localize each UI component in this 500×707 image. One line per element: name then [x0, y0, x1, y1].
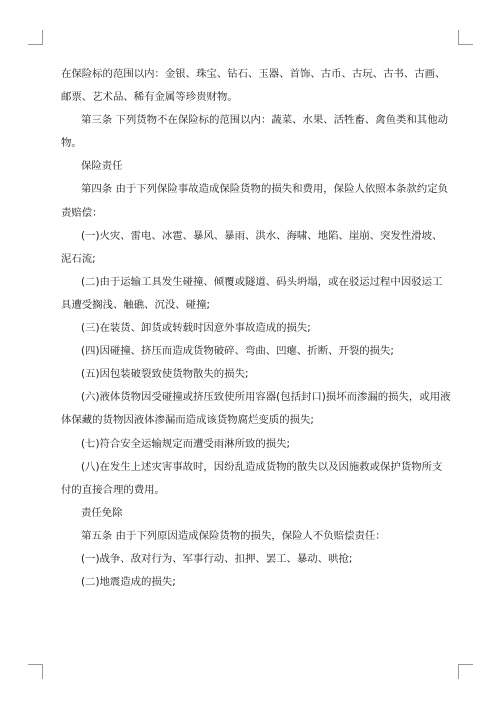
list-item-line: (一)战争、敌对行为、军事行动、扣押、罢工、暴动、哄抢; — [81, 552, 353, 565]
text-line: 付的直接合理的费用。 — [61, 483, 165, 496]
article-4-line: 第四条 由于下列保险事故造成保险货物的损失和费用，保险人依照本条款约定负 — [81, 183, 448, 196]
list-item-line: (一)火灾、雷电、冰雹、暴风、暴雨、洪水、海啸、地陷、崖崩、突发性滑坡、 — [81, 229, 443, 242]
section-heading-coverage: 保险责任 — [81, 160, 123, 173]
text-line: 物。 — [61, 137, 82, 150]
list-item-line: (三)在装货、卸货或转载时因意外事故造成的损失; — [81, 322, 311, 335]
text-line: 具遭受搁浅、触礁、沉没、碰撞; — [61, 298, 210, 311]
crop-mark-top-left — [28, 30, 43, 45]
crop-mark-bottom-left — [28, 664, 43, 679]
crop-mark-bottom-right — [458, 664, 473, 679]
list-item-line: (四)因碰撞、挤压而造成货物破碎、弯曲、凹瘪、折断、开裂的损失; — [81, 345, 394, 358]
article-5-line: 第五条 由于下列原因造成保险货物的损失，保险人不负赔偿责任： — [81, 529, 386, 542]
list-item-line: (二)地震造成的损失; — [81, 576, 176, 589]
text-line: 在保险标的范围以内：金银、珠宝、钻石、玉器、首饰、古币、古玩、古书、古画、 — [61, 68, 446, 80]
list-item-line: (二)由于运输工具发生碰撞、倾覆或隧道、码头坍塌，或在驳运过程中因驳运工 — [81, 275, 443, 288]
crop-mark-top-right — [458, 30, 473, 45]
text-line: 体保藏的货物因液体渗漏而造成该货物腐烂变质的损失; — [61, 414, 314, 427]
text-line: 责赔偿： — [61, 206, 103, 219]
section-heading-exclusions: 责任免除 — [81, 506, 123, 519]
list-item-line: (八)在发生上述灾害事故时，因纷乱造成货物的散失以及因施救或保护货物所支 — [81, 460, 443, 473]
text-line: 邮票、艺术品、稀有金属等珍贵财物。 — [61, 91, 238, 104]
article-3-line: 第三条 下列货物不在保险标的范围以内：蔬菜、水果、活牲畜、禽鱼类和其他动 — [81, 114, 448, 127]
list-item-line: (七)符合安全运输规定而遭受雨淋所致的损失; — [81, 437, 291, 450]
document-body — [61, 63, 451, 594]
list-item-line: (五)因包装破裂致使货物散失的损失; — [81, 368, 249, 381]
text-line: 泥石流; — [61, 252, 96, 265]
list-item-line: (六)液体货物因受碰撞或挤压致使所用容器(包括封口)损坏而渗漏的损失，或用液 — [81, 391, 451, 404]
